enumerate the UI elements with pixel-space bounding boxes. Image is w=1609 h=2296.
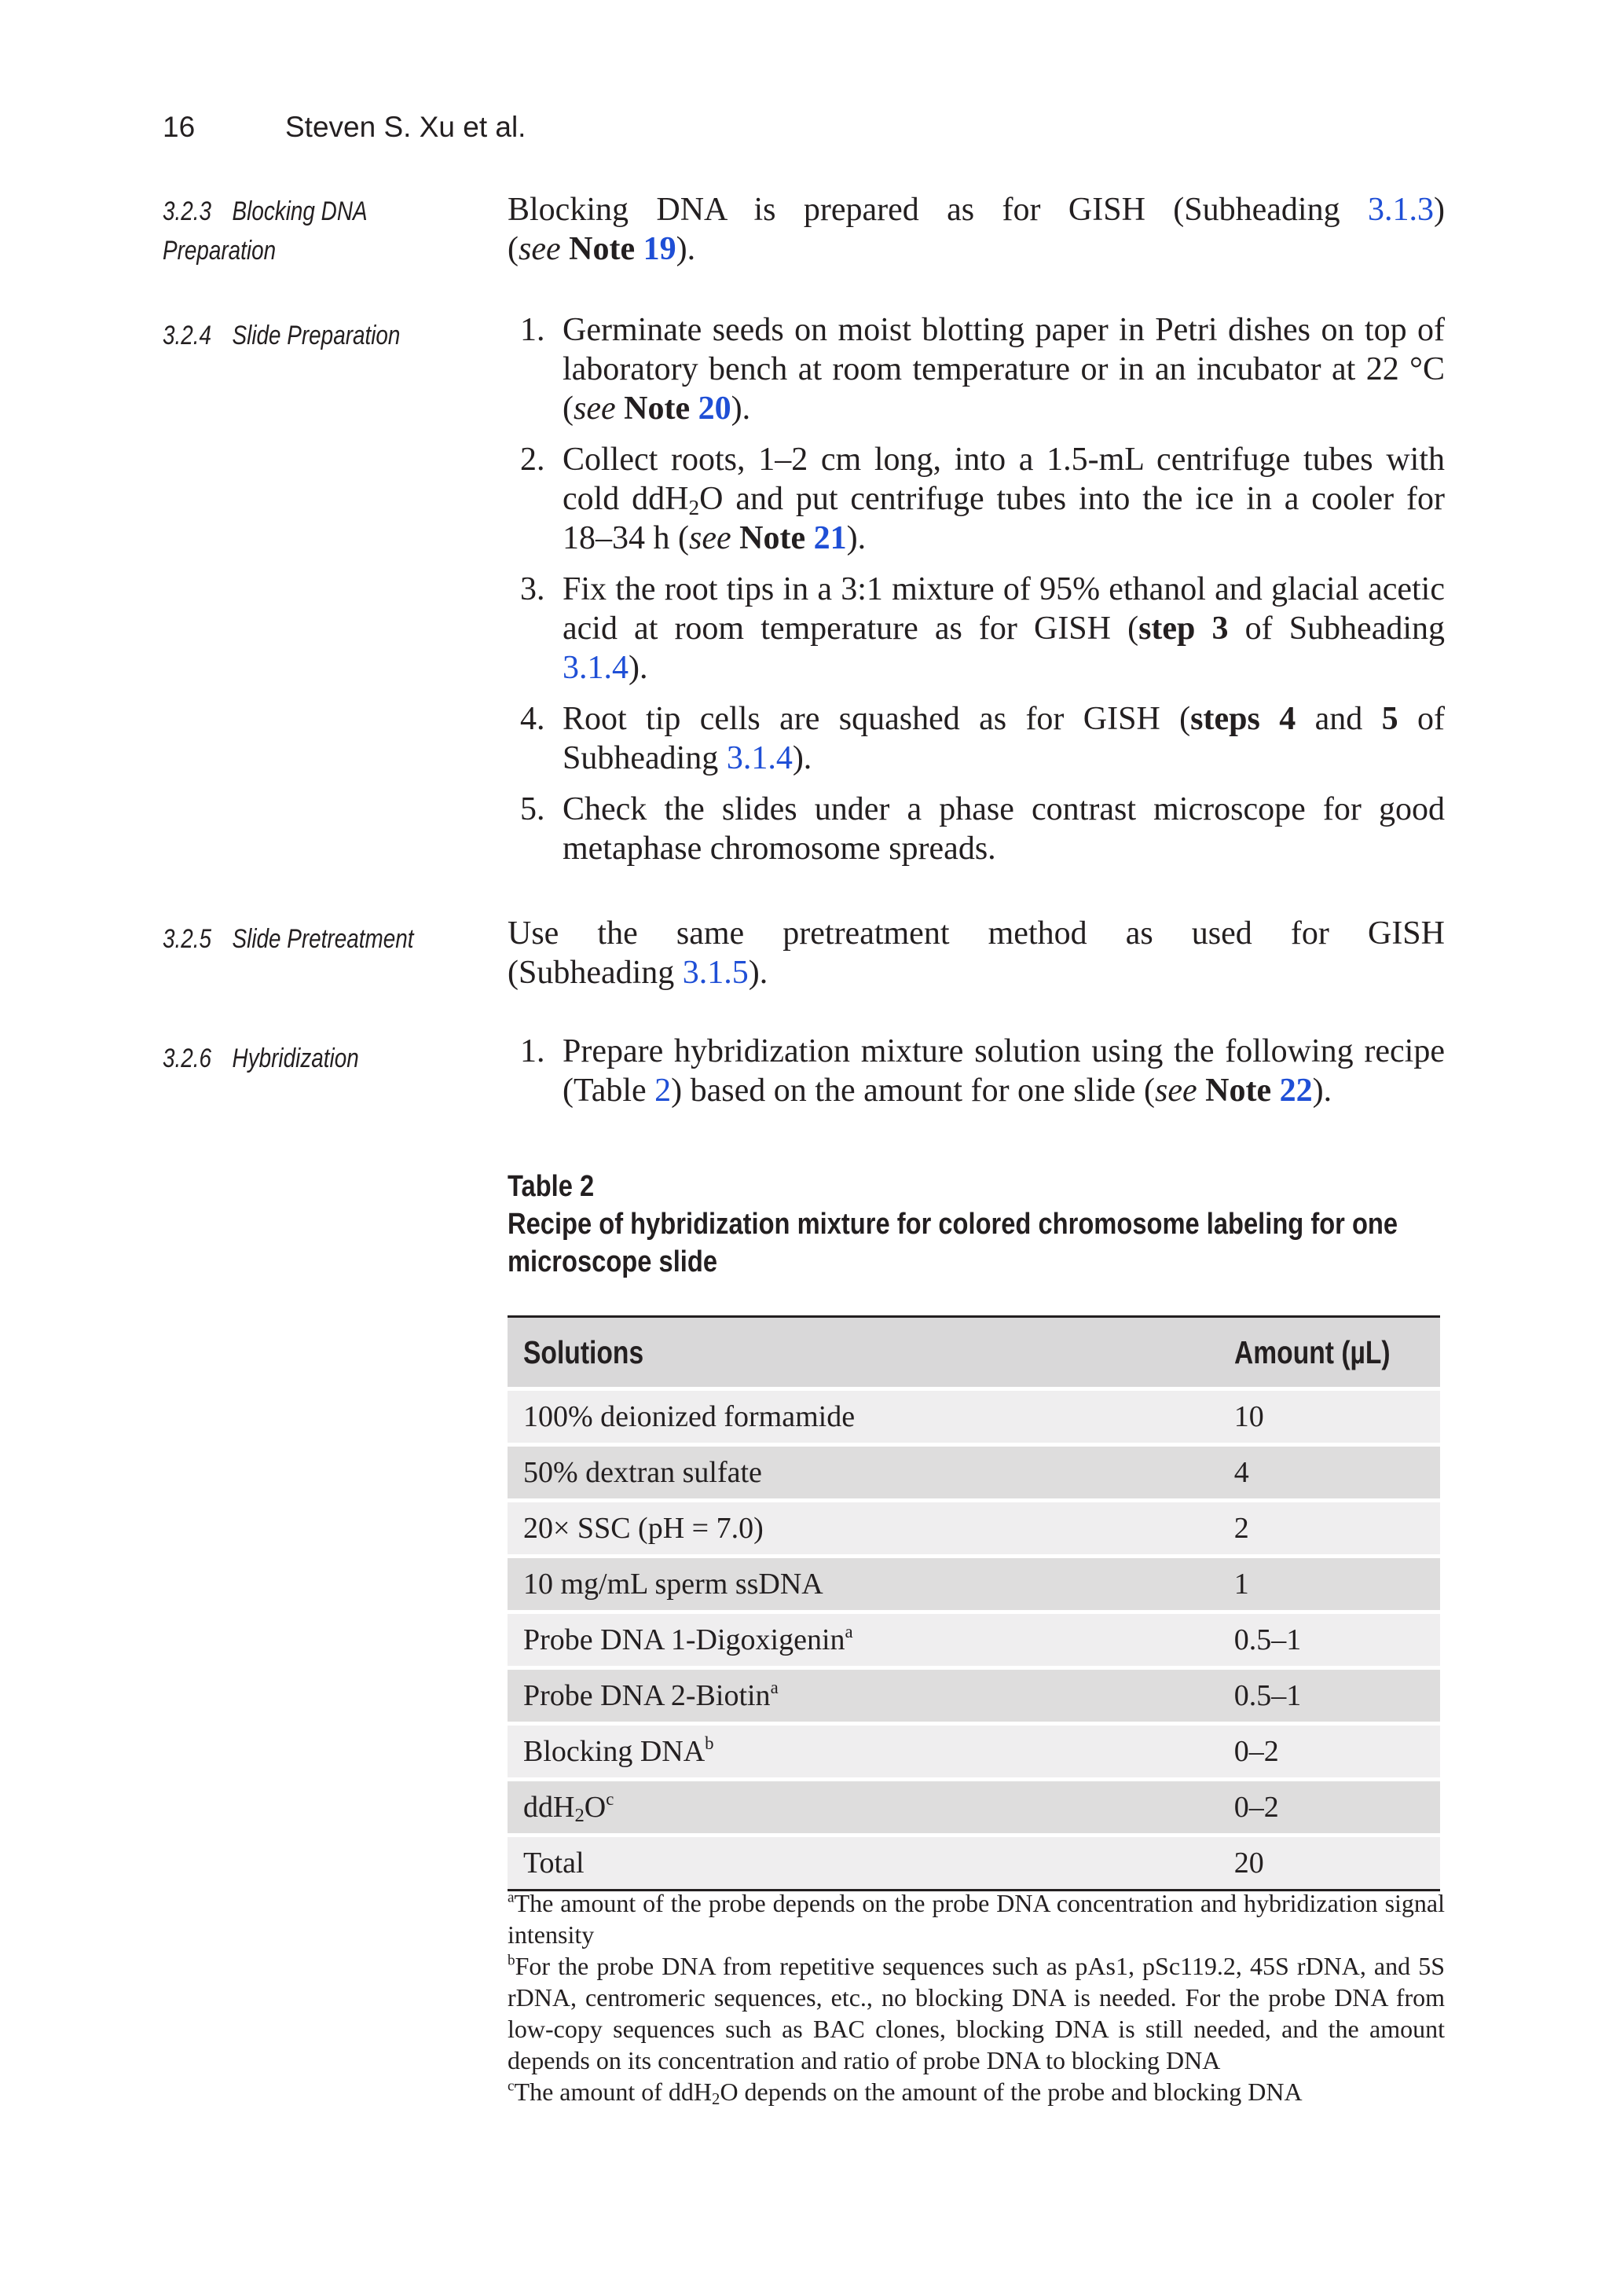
table-row: [508, 1668, 1440, 1724]
column-header-amount: Amount (µL): [1233, 1333, 1391, 1370]
table-header-row: [508, 1317, 1440, 1389]
paragraph: Blocking DNA is prepared as for GISH (Subheading 3.1.3): [508, 192, 1445, 228]
table-title-cont: microscope slide: [508, 1245, 718, 1278]
solution-cell: 100% deionized formamide: [508, 1389, 1219, 1445]
solution-cell: $ddH_2O^c$: [508, 1780, 1219, 1836]
recipe-table: [508, 1315, 1440, 1891]
list-item: 1. Prepare hybridization mixture solution using the following recipe (Table 2) based on the amount for one slide (see Note 22).: [520, 1033, 1445, 1109]
table-footnotes: [508, 1887, 1445, 2107]
amount-cell: 0–2: [1219, 1780, 1440, 1836]
section-body-hybridization: [508, 1032, 1445, 1122]
section-title: Slide Pretreatment: [232, 924, 414, 954]
list-item: 5. Check the slides under a phase contrast microscope for good metaphase chromosome spreads.: [520, 791, 1445, 867]
note-link[interactable]: 19: [643, 231, 676, 267]
footnote-marker: c: [606, 1789, 614, 1810]
solution-cell: 20× SSC (pH = 7.0): [508, 1501, 1219, 1557]
footnote-marker: b: [705, 1733, 714, 1754]
solution-cell: Blocking DNA$^b$: [508, 1724, 1219, 1780]
amount-cell: 10: [1219, 1389, 1440, 1445]
solution-cell: Total: [508, 1836, 1219, 1891]
subheading-link[interactable]: 3.1.5: [682, 955, 749, 991]
solution-cell: 10 mg/mL sperm ssDNA: [508, 1557, 1219, 1612]
amount-cell: 4: [1219, 1445, 1440, 1501]
section-title: Slide Preparation: [232, 321, 401, 350]
table-label: Table 2: [508, 1170, 595, 1203]
footnote-marker: a: [770, 1678, 779, 1698]
solution-cell: Probe DNA 1-Digoxigenin$^a$: [508, 1612, 1219, 1668]
footnote-b: $^b$For the probe DNA from repetitive sequences such as pAs1, pSc119.2, 45S rDNA, and 5S rDNA, centromeric sequences, etc., no blocking DNA is needed. For the probe DNA from low-copy sequences such as BAC clones, blocking DNA is still needed, and the amount depends on its concentration and ratio of probe DNA to blocking DNA: [508, 1952, 1445, 2074]
subheading-link[interactable]: 3.1.3: [1368, 192, 1434, 228]
amount-cell: 0.5–1: [1219, 1668, 1440, 1724]
footnote-a: $^a$The amount of the probe depends on the probe DNA concentration and hybridization signal intensity: [508, 1889, 1445, 1949]
subheading-link[interactable]: 3.1.4: [726, 740, 793, 776]
list-item: 3. Fix the root tips in a 3:1 mixture of 95% ethanol and glacial acetic acid at room temperature as for GISH (step 3 of Subheading 3.1.4).: [520, 571, 1445, 686]
section-title: Hybridization: [232, 1043, 359, 1073]
note-link[interactable]: 22: [1279, 1073, 1313, 1109]
steps-list: [508, 1032, 1445, 1110]
table-row: [508, 1612, 1440, 1668]
amount-cell: 20: [1219, 1836, 1440, 1891]
paragraph-cont: (see Note 19).: [508, 231, 696, 267]
section-number: 3.2.4: [163, 321, 212, 350]
table-row: [508, 1557, 1440, 1612]
list-item: 2. Collect roots, 1–2 cm long, into a 1.5-mL centrifuge tubes with cold ddH$_2$O and put centrifuge tubes into the ice in a cooler for 18–34 h (see Note 21).: [520, 442, 1445, 556]
note-link[interactable]: 20: [698, 391, 731, 427]
section-number: 3.2.5: [163, 924, 212, 954]
section-body-slide-preparation: [508, 310, 1445, 880]
table-caption: [508, 1168, 1445, 1281]
section-number: 3.2.6: [163, 1043, 212, 1073]
solution-cell: 50% dextran sulfate: [508, 1445, 1219, 1501]
table-row: [508, 1501, 1440, 1557]
subheading-link[interactable]: 3.1.4: [563, 650, 629, 686]
section-body-blocking-dna: [508, 190, 1445, 269]
page-number: 16: [163, 111, 196, 143]
running-head-authors: Steven S. Xu et al.: [285, 111, 526, 143]
column-header-solutions: Solutions: [523, 1333, 644, 1370]
list-item: 4. Root tip cells are squashed as for GISH (steps 4 and 5 of Subheading 3.1.4).: [520, 701, 1445, 776]
table-link[interactable]: 2: [654, 1073, 672, 1109]
side-heading-hybridization: [163, 1039, 402, 1078]
table-row: [508, 1389, 1440, 1445]
table-row: [508, 1780, 1440, 1836]
side-heading-slide-preparation: [163, 316, 453, 355]
section-body-slide-pretreatment: [508, 914, 1445, 992]
side-heading-blocking-dna: [163, 192, 412, 270]
amount-cell: 0.5–1: [1219, 1612, 1440, 1668]
table-title: Recipe of hybridization mixture for colored chromosome labeling for one: [508, 1208, 1398, 1241]
amount-cell: 0–2: [1219, 1724, 1440, 1780]
paragraph: Use the same pretreatment method as used for GISH: [508, 915, 1445, 952]
footnote-marker: a: [845, 1622, 853, 1642]
note-link[interactable]: 21: [813, 520, 847, 556]
section-title-cont: Preparation: [163, 236, 277, 266]
table-row: [508, 1836, 1440, 1891]
amount-cell: 1: [1219, 1557, 1440, 1612]
amount-cell: 2: [1219, 1501, 1440, 1557]
table-row: [508, 1724, 1440, 1780]
section-number: 3.2.3: [163, 196, 212, 226]
list-item: 1. Germinate seeds on moist blotting paper in Petri dishes on top of laboratory bench at room temperature or in an incubator at 22 °C (see Note 20).: [520, 312, 1445, 427]
solution-cell: Probe DNA 2-Biotin$^a$: [508, 1668, 1219, 1724]
paragraph-cont: (Subheading 3.1.5).: [508, 955, 768, 991]
steps-list: [508, 310, 1445, 868]
section-title: Blocking DNA: [232, 196, 368, 226]
footnote-c: $^c$The amount of ddH$_2$O depends on the amount of the probe and blocking DNA: [508, 2078, 1303, 2109]
side-heading-slide-pretreatment: [163, 919, 469, 959]
table-row: [508, 1445, 1440, 1501]
